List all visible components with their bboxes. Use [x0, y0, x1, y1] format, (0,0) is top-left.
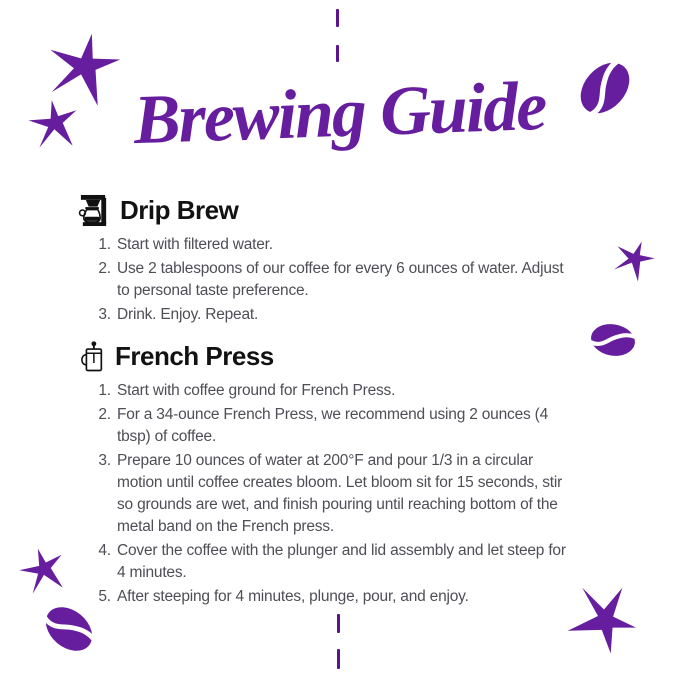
step-item: 2. Use 2 tablespoons of our coffee for every 6 ounces of water. Adjust to personal taste preference. — [115, 258, 575, 302]
step-item: 2. For a 34-ounce French Press, we recommend using 2 ounces (4 tbsp) of coffee. — [115, 404, 575, 448]
step-item: 1. Start with coffee ground for French Press. — [115, 380, 575, 402]
sparkle-star-icon — [608, 234, 660, 285]
step-item: 1. Start with filtered water. — [115, 234, 575, 256]
french-press-header — [78, 340, 575, 373]
french-press-icon — [78, 340, 106, 373]
coffee-bean-icon — [587, 318, 639, 361]
vertical-dashed-divider-bottom — [337, 614, 340, 633]
french-press-steps — [78, 380, 575, 608]
drip-brew-heading: Drip Brew — [120, 195, 239, 225]
section-french-press — [78, 340, 575, 610]
step-item: 3. Prepare 10 ounces of water at 200°F and pour 1/3 in a circular motion until coffee creates bloom. Let bloom sit for 15 seconds, stir so grounds are wet, and finish pouring until reaching bottom of the metal band on the French press. — [115, 450, 575, 538]
page-title: Brewing Guide — [132, 67, 547, 160]
french-press-heading: French Press — [115, 341, 274, 371]
drip-brew-header — [78, 194, 575, 227]
step-item: 5. After steeping for 4 minutes, plunge, pour, and enjoy. — [115, 586, 575, 608]
vertical-dashed-divider-bottom — [337, 649, 340, 669]
sparkle-star-icon — [14, 541, 75, 601]
step-item: 4. Cover the coffee with the plunger and lid assembly and let steep for 4 minutes. — [115, 540, 575, 584]
drip-coffee-maker-icon — [78, 194, 111, 227]
step-item: 3. Drink. Enjoy. Repeat. — [115, 304, 575, 326]
vertical-dashed-divider-top — [336, 45, 339, 62]
section-drip-brew — [78, 194, 575, 328]
drip-brew-steps — [78, 234, 575, 326]
vertical-dashed-divider-top — [336, 9, 339, 27]
